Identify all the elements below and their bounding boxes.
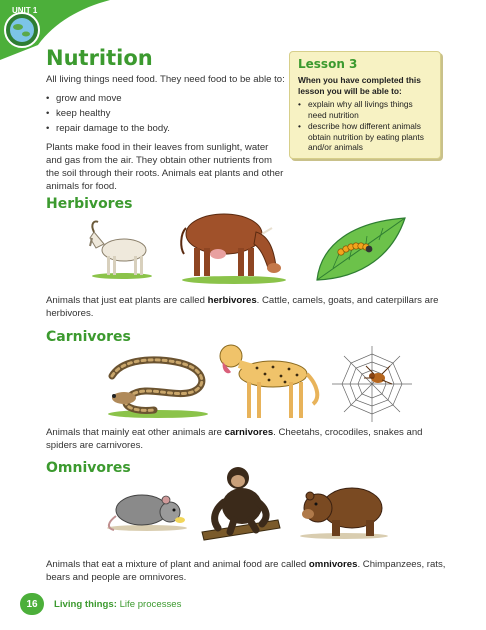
list-item: • keep healthy [46, 107, 286, 120]
bear-illustration [296, 478, 390, 540]
heading-carnivores: Carnivores [46, 329, 131, 345]
page-title: Nutrition [46, 46, 153, 70]
lesson-title: Lesson 3 [298, 57, 358, 71]
cheetah-illustration [213, 334, 325, 422]
lesson-objectives-box [289, 51, 441, 159]
chimpanzee-illustration [198, 462, 282, 542]
intro-paragraph-2: Plants make food in their leaves from sunlight, water and gas from the air. They obtain other nutrients from the soil through their roots. Animals eat plants and other animals for food. [46, 142, 284, 192]
caption-omnivores: Animals that eat a mixture of plant and animal food are called omnivores. Chimpanzees, rats, bears and people are omnivores. [46, 559, 446, 583]
intro-text [46, 73, 286, 193]
objectives-list [298, 99, 432, 153]
term-omnivores: omnivores [308, 559, 358, 570]
heading-omnivores: Omnivores [46, 460, 131, 476]
cow-illustration [176, 204, 290, 284]
footer-section-label: Living things: Life processes [54, 598, 182, 610]
unit-label: UNIT 1 [12, 6, 38, 15]
objective-item: • describe how different animals obtain nutrition by eating plants and/or animals [298, 121, 432, 153]
caption-herbivores: Animals that just eat plants are called herbivores. Cattle, camels, goats, and caterpillars are herbivores. [46, 295, 439, 319]
caption-carnivores: Animals that mainly eat other animals are carnivores. Cheetahs, crocodiles, snakes and spiders are carnivores. [46, 427, 423, 451]
term-herbivores: herbivores [207, 295, 257, 306]
page-footer [20, 593, 181, 615]
lesson-lead: When you have completed this lesson you will be able to: [298, 75, 421, 96]
page-number-badge: 16 [20, 593, 44, 615]
heading-herbivores: Herbivores [46, 196, 133, 212]
leaf-caterpillar-illustration [313, 214, 409, 284]
spider-web-illustration [330, 344, 414, 424]
list-item: • repair damage to the body. [46, 122, 286, 135]
objective-item: • explain why all livings things need nutrition [298, 99, 432, 120]
term-carnivores: carnivores [224, 427, 274, 438]
needs-list [46, 92, 286, 135]
goat-illustration [82, 214, 156, 280]
list-item: • grow and move [46, 92, 286, 105]
snake-illustration [104, 350, 212, 420]
intro-paragraph-1: All living things need food. They need food to be able to: [46, 74, 285, 85]
rat-illustration [104, 486, 190, 532]
